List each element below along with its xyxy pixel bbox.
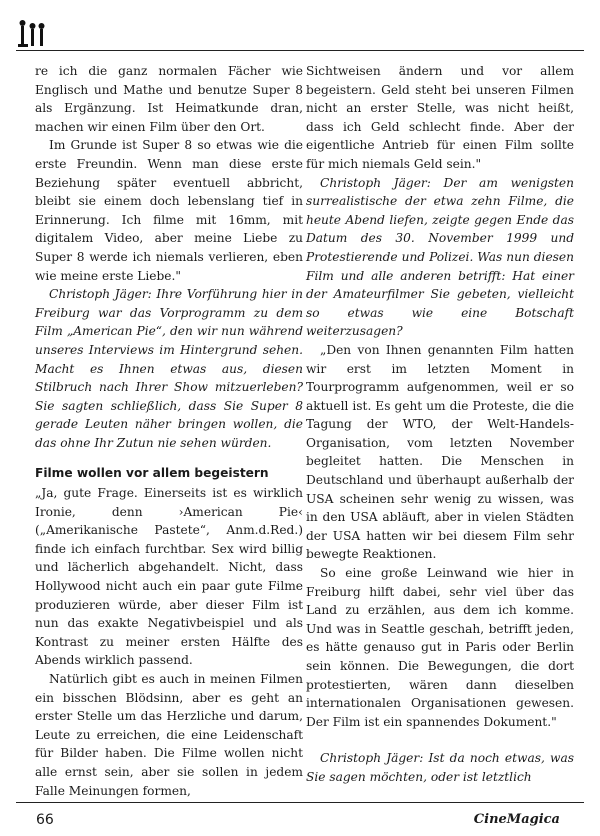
magazine-logo-icon <box>18 20 50 48</box>
left-column <box>35 62 303 800</box>
page-number: 66 <box>36 812 54 828</box>
interview-question-1: Christoph Jäger: Ihre Vorführung hier in Freiburg war das Vorprogramm zu dem Film „American Pie“, den wir nun während unseres Interviews im Hintergrund sehen. Macht es Ihnen etwas aus, diesen Stilbruch nach Ihrer Show mitzuerleben? Sie sagten schließlich, dass Sie Super 8 gerade Leuten näher bringen wollen, die das ohne Ihr Zutun nie sehen würden. <box>35 287 303 450</box>
right-paragraph-2: „Den von Ihnen genannten Film hatten wir erst im letzten Moment in Tourprogramm aufgenommen, weil er so aktuell ist. Es geht um die Proteste, die die Tagung der WTO, der Welt-Handels-Organisation, vom letzten November begleitet hatten. Die Menschen in Deutschland und überhaupt außerhalb der USA scheinen sehr wenig zu wissen, was in den USA abläuft, aber in vielen Städten der USA hatten wir bei diesem Film sehr bewegte Reaktionen. <box>306 342 574 562</box>
left-paragraph-4: Natürlich gibt es auch in meinen Filmen ein bisschen Blödsinn, aber es geht an erster Stelle um das Herzliche und darum, Leute zu erreichen, die eine Leidenschaft für Bilder haben. Die Filme wollen nicht alle ernst sein, aber sie sollen in jedem Falle Meinungen formen, <box>35 672 303 798</box>
left-paragraph-3: „Ja, gute Frage. Einerseits ist es wirklich Ironie, denn ›American Pie‹ („Amerikanische Pastete“, Anm.d.Red.) finde ich einfach furchtbar. Sex wird billig und lächerlich abgehandelt. Nicht, dass Hollywood nicht auch ein paar gute Filme produzieren würde, aber dieser Film ist nun das exakte Negativbeispiel und als Kontrast zu meiner ersten Hälfte des Abends wirklich passend. <box>35 486 303 668</box>
right-paragraph-1: Sichtweisen ändern und vor allem begeistern. Geld steht bei unseren Filmen nicht an erster Stelle, was nicht heißt, dass ich Geld schlecht finde. Aber der eigentliche Antrieb für einen Film sollte für mich niemals Geld sein." <box>306 64 574 171</box>
right-column <box>306 62 574 787</box>
footer-rule <box>16 802 584 803</box>
magazine-brand: CineMagica <box>473 812 560 827</box>
header-rule <box>16 50 584 51</box>
interview-question-2: Christoph Jäger: Der am wenigsten surrealistische der etwa zehn Filme, die heute Abend liefen, zeigte gegen Ende das Datum des 30. November 1999 und Protestierende und Polizei. Was nun diesen Film und alle anderen betrifft: Hat einer der Amateurfilmer Sie gebeten, vielleicht so etwas wie eine Botschaft weiterzusagen? <box>306 175 574 339</box>
right-paragraph-3: So eine große Leinwand wie hier in Freiburg hilft dabei, sehr viel über das Land zu erzählen, aus dem ich komme. Und was in Seattle geschah, betrifft jeden, es hätte genauso gut in Paris oder Berlin sein können. Die Bewegungen, die dort protestierten, wären dann dieselben internationalen Organisationen gewesen. Der Film ist ein spannendes Dokument." <box>306 566 574 729</box>
left-paragraph-2: Im Grunde ist Super 8 so etwas wie die erste Freundin. Wenn man diese erste Beziehung später eventuell abbricht, bleibt sie einem doch lebenslang tief in Erinnerung. Ich filme mit 16mm, mit digitalem Video, aber meine Liebe zu Super 8 werde ich niemals verlieren, eben wie meine erste Liebe." <box>35 138 303 283</box>
section-heading: Filme wollen vor allem begeistern <box>35 466 269 481</box>
interview-question-3: Christoph Jäger: Ist da noch etwas, was Sie sagen möchten, oder ist letztlich <box>306 751 574 784</box>
left-paragraph-1: re ich die ganz normalen Fächer wie Englisch und Mathe und benutze Super 8 als Ergänzung. Ist Heimatkunde dran, machen wir einen Film über den Ort. <box>35 64 303 134</box>
